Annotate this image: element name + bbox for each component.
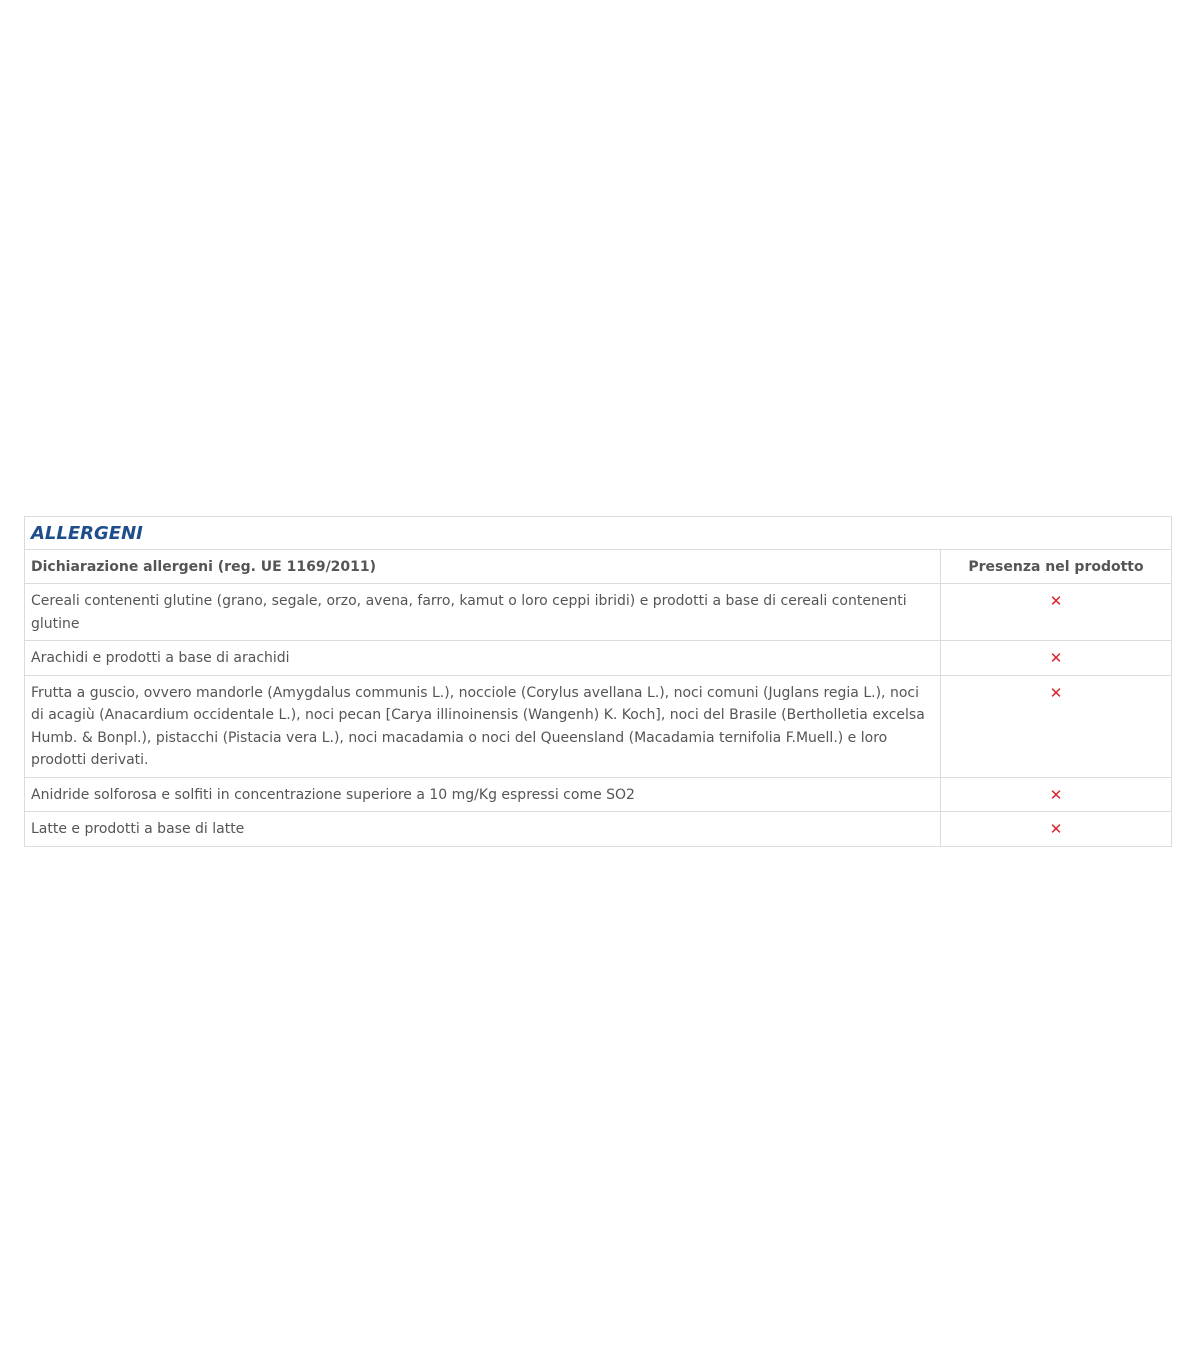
- presence-header: Presenza nel prodotto: [941, 550, 1172, 584]
- cross-icon: ✕: [1049, 785, 1063, 804]
- allergen-description: Arachidi e prodotti a base di arachidi: [25, 641, 941, 676]
- table-row: [25, 675, 1172, 777]
- presence-cell: [941, 641, 1172, 676]
- table-row: [25, 584, 1172, 641]
- cross-icon: ✕: [1049, 683, 1063, 702]
- presence-cell: [941, 584, 1172, 641]
- allergen-description: Latte e prodotti a base di latte: [25, 812, 941, 847]
- allergen-description: Frutta a guscio, ovvero mandorle (Amygdalus communis L.), nocciole (Corylus avellana L.), noci comuni (Juglans regia L.), noci di acagiù (Anacardium occidentale L.), noci pecan [Carya illinoinensis (Wangenh) K. Koch], noci del Brasile (Bertholletia excelsa Humb. & Bonpl.), pistacchi (Pistacia vera L.), noci macadamia o noci del Queensland (Macadamia ternifolia F.Muell.) e loro prodotti derivati.: [25, 675, 941, 777]
- table-row: [25, 777, 1172, 812]
- table-title: ALLERGENI: [31, 522, 143, 544]
- table-row: [25, 812, 1172, 847]
- table-title-cell: [25, 517, 1172, 550]
- declaration-header: Dichiarazione allergeni (reg. UE 1169/2011): [25, 550, 941, 584]
- allergen-description: Cereali contenenti glutine (grano, segale, orzo, avena, farro, kamut o loro ceppi ibridi) e prodotti a base di cereali contenenti glutine: [25, 584, 941, 641]
- presence-cell: [941, 812, 1172, 847]
- table-title-row: [25, 517, 1172, 550]
- presence-cell: [941, 777, 1172, 812]
- presence-cell: [941, 675, 1172, 777]
- cross-icon: ✕: [1049, 592, 1063, 610]
- allergen-description: Anidride solforosa e solfiti in concentrazione superiore a 10 mg/Kg espressi come SO2: [25, 777, 941, 812]
- table-header-row: [25, 550, 1172, 584]
- allergen-table: [24, 516, 1172, 847]
- cross-icon: ✕: [1049, 820, 1063, 838]
- cross-icon: ✕: [1049, 649, 1063, 667]
- table-row: [25, 641, 1172, 676]
